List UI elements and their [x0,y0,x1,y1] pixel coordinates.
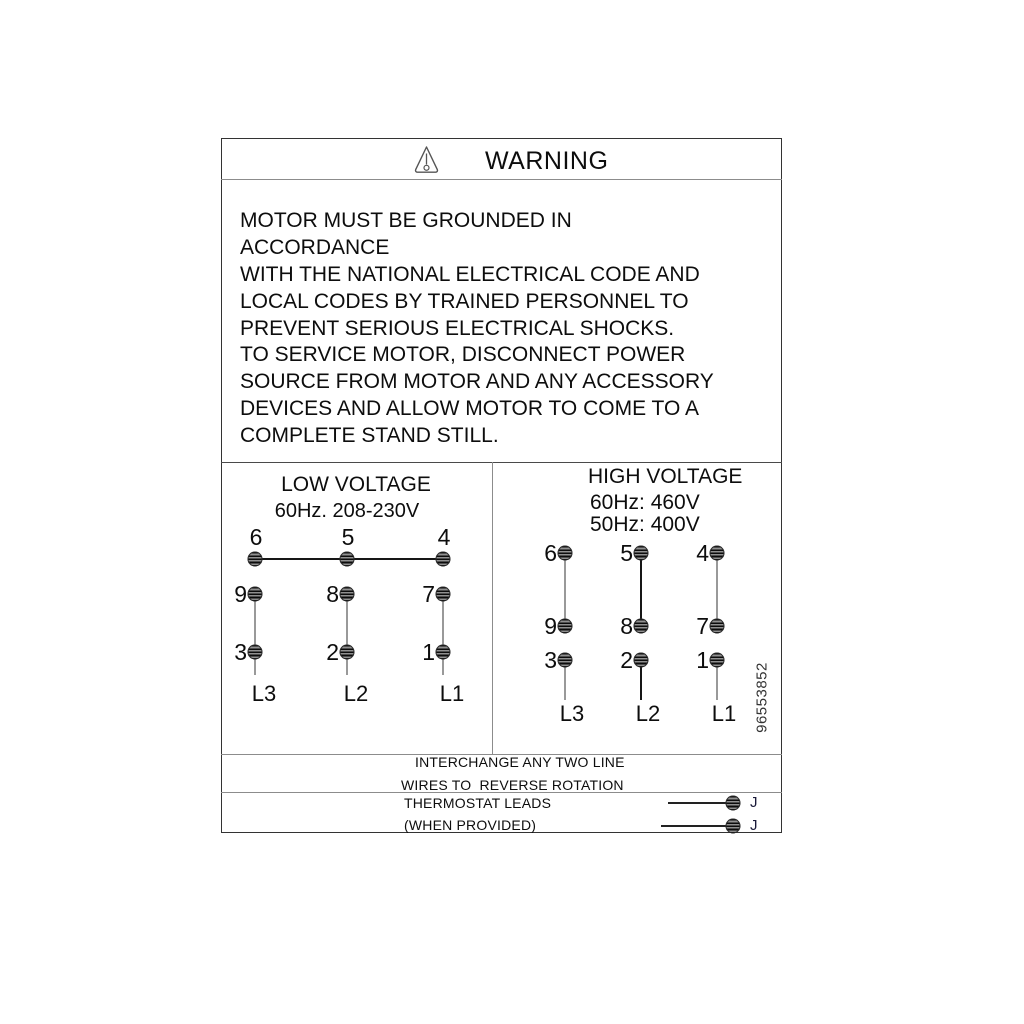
terminal-number: 5 [341,524,355,550]
terminal-number: 9 [234,581,247,607]
terminal-dot [436,645,451,660]
line-label: L3 [559,701,585,726]
terminal-dot [436,587,451,602]
terminal-number: 2 [620,647,633,673]
thermostat-lead-wire-1 [668,802,726,804]
terminal-dot [340,552,355,567]
terminal-number: 7 [696,613,709,639]
terminal-dot [558,653,573,668]
part-number: 96553852 [753,662,771,733]
terminal-dot [710,546,725,561]
thermostat-lead-label-2: J [750,817,758,834]
terminal-dot [634,653,649,668]
wire-vertical [564,553,566,626]
terminal-number: 9 [544,613,557,639]
wire-vertical [346,594,348,675]
thermostat-lead-terminal-1 [726,796,741,811]
terminal-dot [248,645,263,660]
wire-vertical [442,594,444,675]
terminal-dot [558,619,573,634]
wire-vertical [716,553,718,626]
warning-paragraph-2: TO SERVICE MOTOR, DISCONNECT POWER SOURCE FROM MOTOR AND ANY ACCESSORY DEVICES AND ALLOW MOTOR TO COME TO A COMPLETE STAND STILL. [240,343,714,447]
thermostat-note-line2: (WHEN PROVIDED) [404,817,537,833]
terminal-dot [340,587,355,602]
high-voltage-50hz-rating: 50Hz: 400V [590,513,700,536]
terminal-number: 8 [620,613,633,639]
line-label: L1 [439,681,465,706]
terminal-dot [710,653,725,668]
terminal-number: 3 [234,639,247,665]
terminal-number: 5 [620,540,633,566]
terminal-number: 6 [544,540,557,566]
line-label: L2 [635,701,661,726]
terminal-dot [634,546,649,561]
terminal-number: 6 [249,524,263,550]
warning-title: WARNING [485,147,609,175]
terminal-number: 1 [422,639,435,665]
rotation-note-line1: INTERCHANGE ANY TWO LINE [415,754,625,770]
rotation-note-line2: WIRES TO REVERSE ROTATION [401,777,624,793]
line-label: L3 [251,681,277,706]
terminal-dot [248,587,263,602]
terminal-number: 7 [422,581,435,607]
terminal-number: 1 [696,647,709,673]
terminal-number: 2 [326,639,339,665]
terminal-dot [710,619,725,634]
thermostat-lead-wire-2 [661,825,726,827]
thermostat-lead-terminal-2 [726,819,741,834]
low-voltage-subtitle: 60Hz. 208-230V [274,500,420,522]
terminal-dot [558,546,573,561]
low-voltage-title: LOW VOLTAGE [281,473,431,496]
line-label: L2 [343,681,369,706]
terminal-number: 4 [437,524,451,550]
terminal-dot [436,552,451,567]
thermostat-lead-label-1: J [750,794,758,811]
terminal-dot [340,645,355,660]
terminal-number: 3 [544,647,557,673]
high-voltage-60hz-rating: 60Hz: 460V [590,491,700,514]
terminal-dot [248,552,263,567]
wire-vertical [640,553,642,626]
warning-paragraph-1: MOTOR MUST BE GROUNDED IN ACCORDANCE WITH THE NATIONAL ELECTRICAL CODE AND LOCAL CODES BY TRAINED PERSONNEL TO PREVENT SERIOUS ELECTRICAL SHOCKS. [240,209,700,340]
thermostat-note-line1: THERMOSTAT LEADS [404,795,552,811]
high-voltage-title: HIGH VOLTAGE [588,465,743,488]
wire-vertical [254,594,256,675]
terminal-dot [634,619,649,634]
terminal-number: 8 [326,581,339,607]
line-label: L1 [711,701,737,726]
terminal-number: 4 [696,540,709,566]
